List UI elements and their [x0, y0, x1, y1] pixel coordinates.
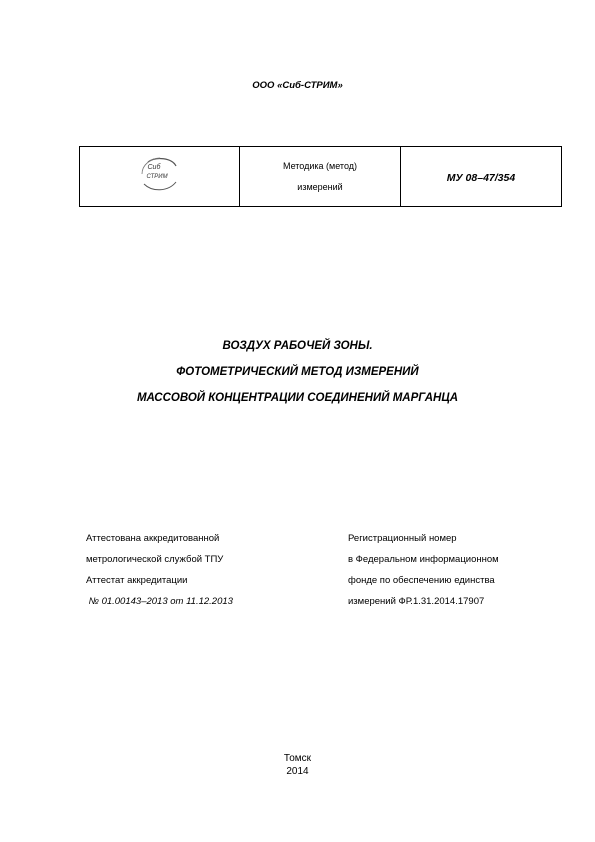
- method-label-line1: Методика (метод): [282, 160, 358, 171]
- title-line-2: ФОТОМЕТРИЧЕСКИЙ МЕТОД ИЗМЕРЕНИЙ: [176, 366, 419, 378]
- attestation-line-1: Аттестована аккредитованной: [86, 533, 220, 544]
- logo-text-strim: СТРИМ: [146, 174, 168, 180]
- method-cell: [240, 147, 401, 207]
- registration-block: [348, 528, 499, 612]
- document-code: МУ 08–47/354: [446, 171, 516, 184]
- company-logo: [138, 154, 182, 194]
- header-row: [80, 147, 562, 207]
- method-label-line2: измерений: [297, 181, 343, 192]
- logo-cell: [80, 147, 240, 207]
- document-title: [0, 333, 595, 411]
- title-line-3: МАССОВОЙ КОНЦЕНТРАЦИИ СОЕДИНЕНИЙ МАРГАНЦА: [136, 392, 459, 404]
- code-cell: [401, 147, 562, 207]
- registration-line-1: Регистрационный номер: [348, 533, 457, 544]
- footer: [0, 752, 595, 778]
- organization-name: ООО «Сиб-СТРИМ»: [252, 80, 343, 91]
- registration-line-3: фонде по обеспечению единства: [348, 575, 495, 586]
- attestation-block: [86, 528, 233, 612]
- attestation-line-2: метрологической службой ТПУ: [86, 554, 224, 565]
- attestation-line-3: Аттестат аккредитации: [86, 575, 188, 586]
- document-header-table: [79, 146, 562, 207]
- attestation-certificate-number: № 01.00143–2013 от 11.12.2013: [86, 596, 233, 607]
- registration-number: измерений ФР.1.31.2014.17907: [348, 596, 485, 607]
- logo-text-sib: Сиб: [147, 164, 161, 171]
- title-line-1: ВОЗДУХ РАБОЧЕЙ ЗОНЫ.: [222, 340, 373, 352]
- registration-line-2: в Федеральном информационном: [348, 554, 499, 565]
- footer-year: 2014: [286, 766, 309, 777]
- footer-city: Томск: [283, 753, 312, 764]
